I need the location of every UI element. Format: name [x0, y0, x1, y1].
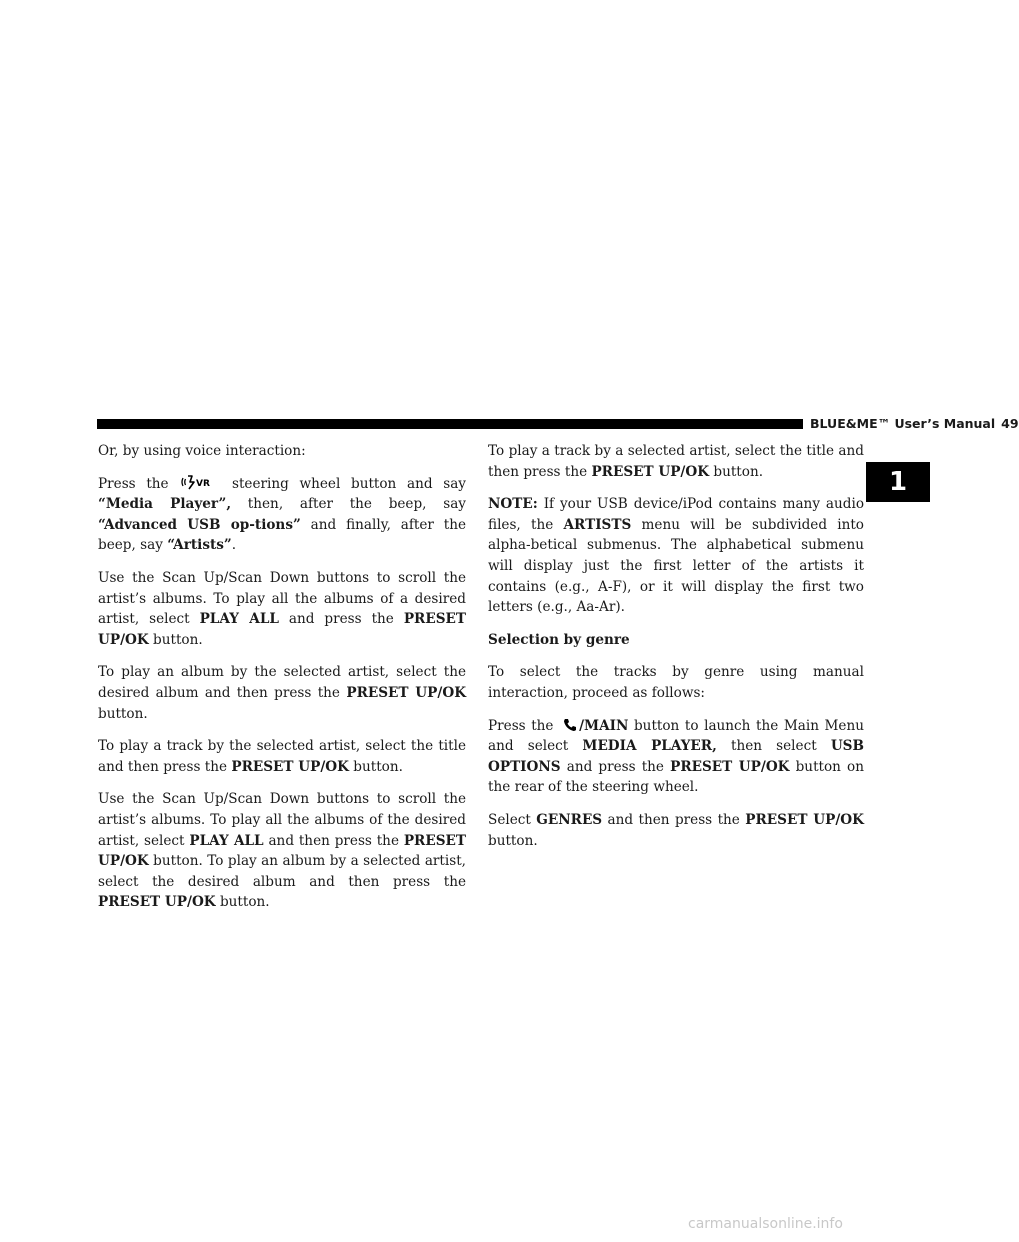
note-paragraph: NOTE: If your USB device/iPod contains many audio files, the ARTISTS menu will be subdivided into alpha-betical submenus. The alphabetical submenu will display just the first letter of the artists it contains (e.g., A-F), or it will display the first two letters (e.g., Aa-Ar).	[488, 496, 865, 616]
header-rule	[97, 419, 803, 429]
paragraph: Select GENRES and then press the PRESET UP/OK button.	[488, 811, 864, 849]
watermark: carmanualsonline.info	[688, 1216, 843, 1232]
paragraph: Press the /MAIN button to launch the Main Menu and select MEDIA PLAYER, then select USB OPTIONS and press the PRESET UP/OK button on the rear of the steering wheel.	[488, 717, 864, 796]
svg-text:VR: VR	[196, 478, 211, 489]
note-label: NOTE:	[488, 496, 538, 513]
section-tab: 1	[866, 462, 930, 502]
running-header	[810, 416, 1019, 432]
paragraph: Press the VR steering wheel button and say “Media Player”, then, after the beep, say “Advanced USB op-tions” and finally, after the beep, say “Artists”.	[98, 475, 466, 554]
paragraph: To select the tracks by genre using manual interaction, proceed as follows:	[488, 664, 864, 701]
paragraph: Or, by using voice interaction:	[98, 443, 306, 459]
page-number: 49	[1001, 416, 1019, 431]
phone-icon	[563, 718, 577, 732]
paragraph: To play a track by a selected artist, select the title and then press the PRESET UP/OK button.	[488, 443, 864, 480]
voice-recognition-icon	[181, 474, 215, 490]
paragraph: To play a track by the selected artist, select the title and then press the PRESET UP/OK button.	[98, 738, 466, 775]
left-column	[98, 441, 466, 913]
manual-title: BLUE&ME™ User’s Manual	[810, 416, 996, 431]
paragraph: Use the Scan Up/Scan Down buttons to scroll the artist’s albums. To play all the albums of the desired artist, select PLAY ALL and then press the PRESET UP/OK button. To play an album by a selected artist, select the desired album and then press the PRESET UP/OK button.	[98, 791, 467, 911]
paragraph: To play an album by the selected artist, select the desired album and then press the PRESET UP/OK button.	[98, 664, 467, 722]
paragraph: Use the Scan Up/Scan Down buttons to scroll the artist’s albums. To play all the albums of a desired artist, select PLAY ALL and press the PRESET UP/OK button.	[98, 569, 466, 648]
right-column	[488, 441, 864, 851]
section-heading: Selection by genre	[488, 631, 630, 648]
